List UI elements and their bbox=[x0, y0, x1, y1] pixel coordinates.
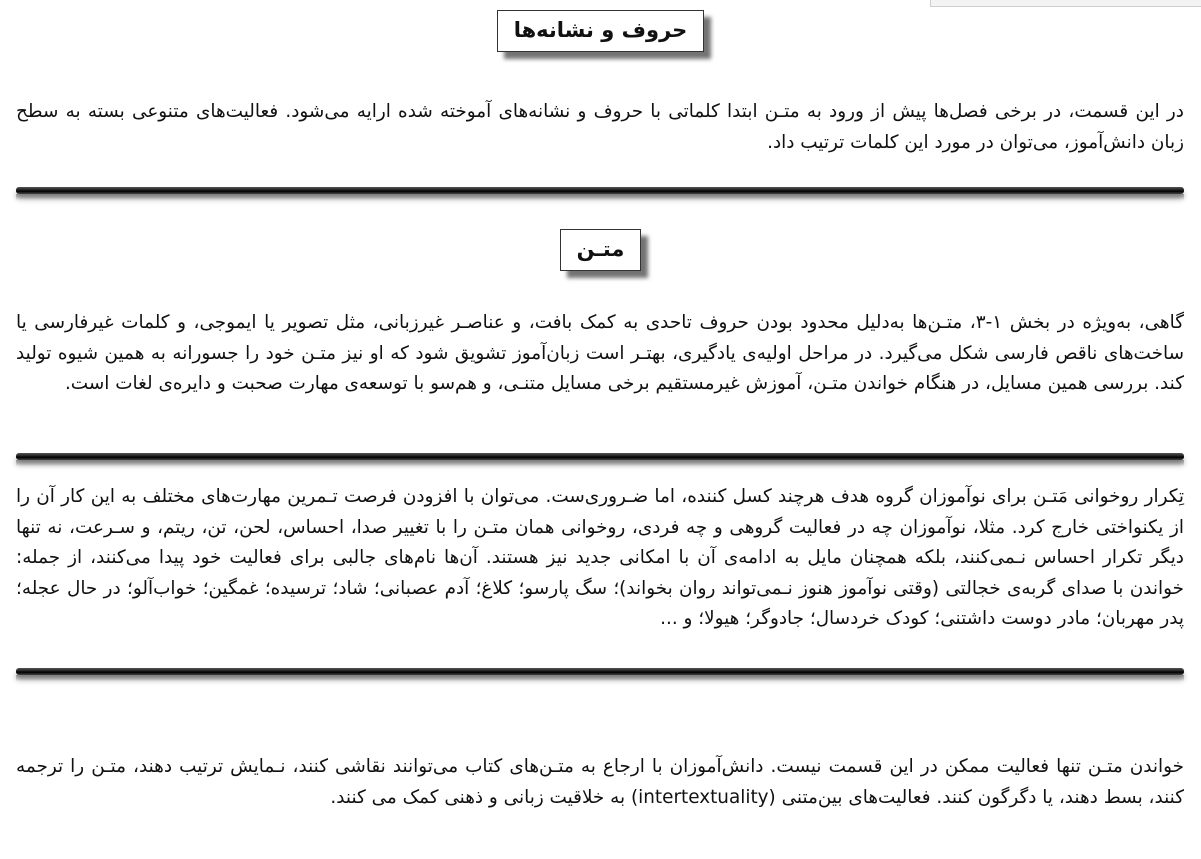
paragraph-reading-repetition: تِکرار روخوانی مَتـن برای نوآموزان گروه هدف هرچند کسل کننده، اما ضـروری‌ست. می‌توان با افزودن فرصت تـمرین مهارت‌های مختلف به این کار آن را از یکنواختی خارج کرد. مثلا، نوآموزان چه در فعالیت گروهی و چه فردی، روخوانی همان متـن را با تغییر صدا، احساس، لحن، تن، ریتم، و سـرعت، نه تنها دیگر تکرار احساس نـمی‌کنند، بلکه همچنان مایل به ادامه‌ی آن با امکانی جدید نیز هستند. آن‌ها نام‌های جالبی برای فعالیت خود پیدا می‌کنند، از جمله: خواندن با صدای گربه‌ی خجالتی (وقتی نوآموز هنوز نـمی‌تواند روان بخواند)؛ سگ پارسو؛ کلاغ؛ آدم عصبانی؛ شاد؛ ترسیده؛ غمگین؛ خواب‌آلو؛ در حال عجله؛ پدر مهربان؛ مادر دوست داشتنی؛ کودک خردسال؛ جادوگر؛ هیولا؛ و ... bbox=[16, 486, 1184, 630]
section-heading-wrap-text bbox=[0, 229, 1201, 271]
section-heading-text: متـن bbox=[560, 229, 642, 271]
section-divider-rule bbox=[16, 187, 1184, 194]
paragraph-text-context: گاهی، به‌ویژه در بخش ۱-۳، متـن‌ها به‌دلیل محدود بودن حروف تاحدی به کمک بافت، و عناصـر غیرزبانی، مثل تصویر یا ایموجی، و کلمات غیرفارسی یا ساخت‌های ناقص فارسی شکل می‌گیرد. در مراحل اولیه‌ی یادگیری، بهتـر است زبان‌آموز تشویق شود که او نیز متـن خود را جسورانه به همین شیوه تولید کند. بررسی همین مسایل، در هنگام خواندن متـن، آموزش غیرمستقیم برخی مسایل متنـی، و هم‌سو با توسعه‌ی مهارت صحبت و دایره‌ی لغات است. bbox=[16, 312, 1184, 395]
paragraph-divider-rule bbox=[16, 453, 1184, 460]
section-heading-letters-and-signs: حروف و نشانه‌ها bbox=[497, 10, 705, 52]
corner-frame-mark bbox=[930, 0, 1201, 7]
paragraph-divider-rule bbox=[16, 668, 1184, 675]
paragraph-other-activities: خواندن متـن تنها فعالیت ممکن در این قسمت نیست. دانش‌آموزان با ارجاع به متـن‌های کتاب می‌توانند نقاشی کنند، نـمایش ترتیب دهند، متـن را ترجمه کنند، بسط دهند، یا دگرگون کنند. فعالیت‌های بین‌متنی (intertextuality) به خلاقیت زبانی و ذهنی کمک می کنند. bbox=[16, 756, 1184, 808]
paragraph-letters-intro: در این قسمت، در برخی فصل‌ها پیش از ورود به متـن ابتدا کلماتی با حروف و نشانه‌های آموخته شده ارایه می‌شود. فعالیت‌های متنوعی بسته به سطح زبان دانش‌آموز، می‌توان در مورد این کلمات ترتیب داد. bbox=[16, 101, 1184, 153]
section-heading-wrap-letters bbox=[0, 10, 1201, 52]
